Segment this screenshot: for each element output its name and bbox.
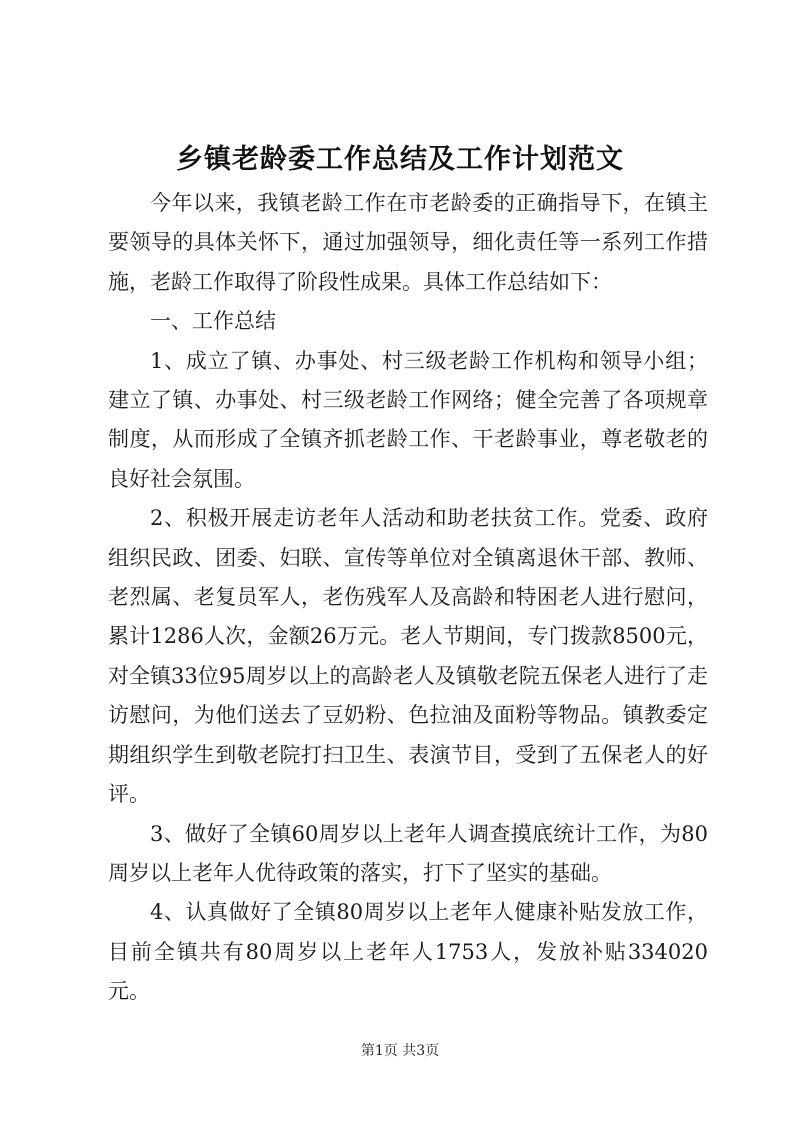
paragraph-item-4: 4、认真做好了全镇80周岁以上老年人健康补贴发放工作，目前全镇共有80周岁以上老年人1753人，发放补贴334020元。 xyxy=(108,900,708,1004)
paragraph-item-2: 2、积极开展走访老年人活动和助老扶贫工作。党委、政府组织民政、团委、妇联、宣传等单位对全镇离退休干部、教师、老烈属、老复员军人，老伤残军人及高龄和特困老人进行慰问，累计1286人次，金额26万元。老人节期间，专门拨款8500元，对全镇33位95周岁以上的高龄老人及镇敬老院五保老人进行了走访慰问，为他们送去了豆奶粉、色拉油及面粉等物品。镇教委定期组织学生到敬老院打扫卫生、表演节目，受到了五保老人的好评。 xyxy=(108,506,708,807)
document-title: 乡镇老龄委工作总结及工作计划范文 xyxy=(176,144,624,175)
document-body xyxy=(108,184,708,1012)
paragraph-item-1: 1、成立了镇、办事处、村三级老龄工作机构和领导小组；建立了镇、办事处、村三级老龄工作网络；健全完善了各项规章制度，从而形成了全镇齐抓老龄工作、干老龄事业，尊老敬老的良好社会氛围。 xyxy=(108,348,708,491)
page-number-footer: 第1页 共3页 xyxy=(360,1043,440,1059)
paragraph-item-3: 3、做好了全镇60周岁以上老年人调查摸底统计工作，为80周岁以上老年人优待政策的落实，打下了坚实的基础。 xyxy=(108,821,708,885)
section-heading: 一、工作总结 xyxy=(150,309,276,334)
paragraph-intro: 今年以来，我镇老龄工作在市老龄委的正确指导下，在镇主要领导的具体关怀下，通过加强领导，细化责任等一系列工作措施，老龄工作取得了阶段性成果。具体工作总结如下： xyxy=(108,191,708,294)
